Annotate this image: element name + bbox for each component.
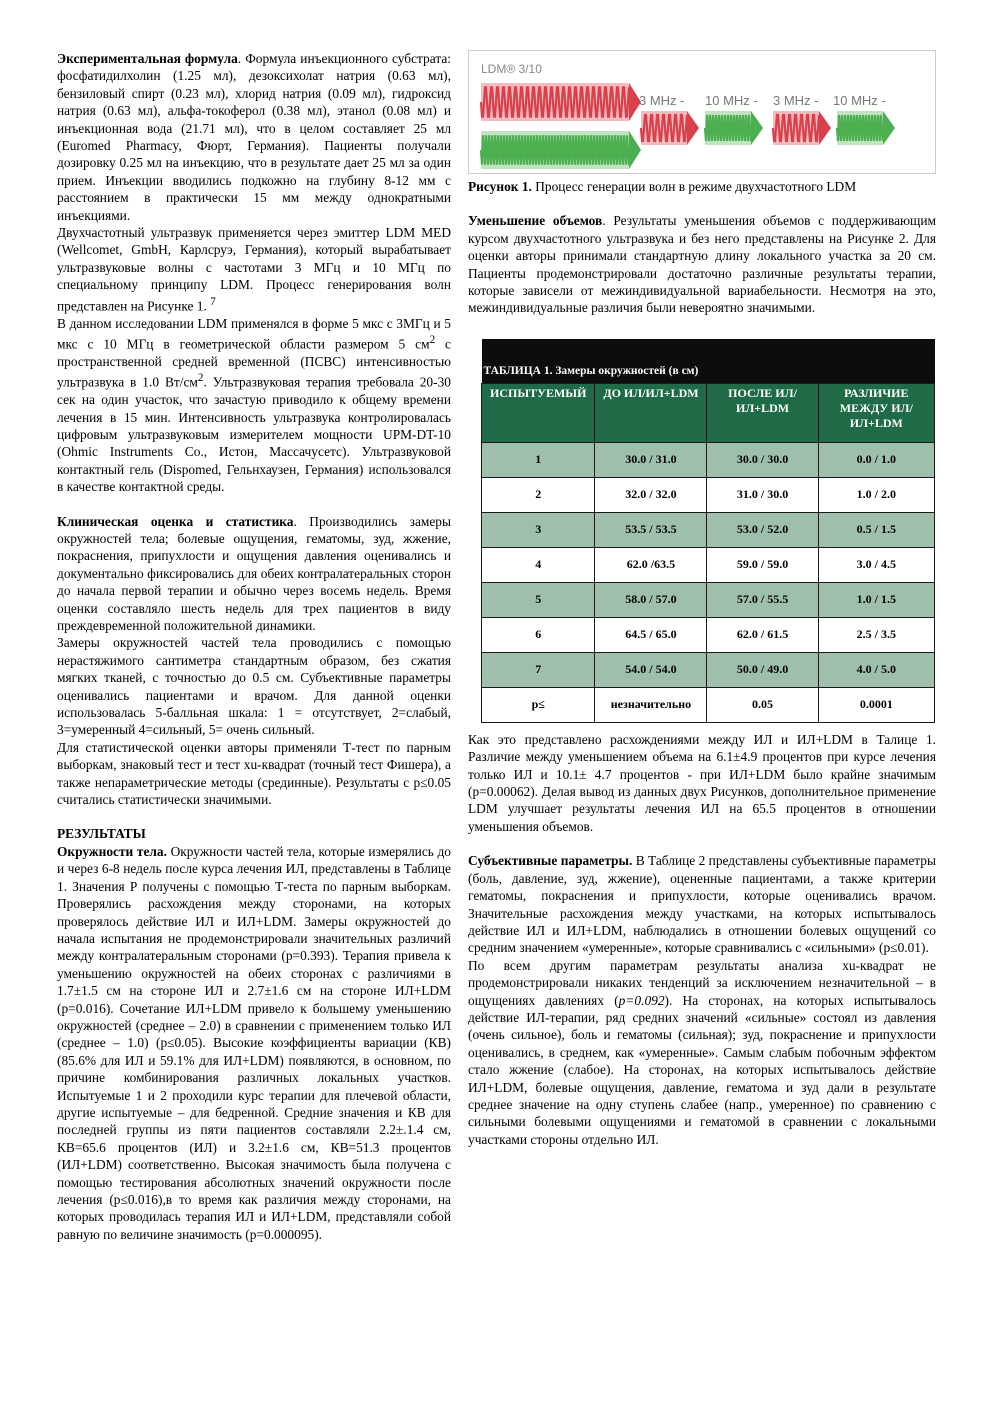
cell-diff: 2.5 / 3.5 — [818, 617, 934, 652]
caption-text: Процесс генерации волн в режиме двухчастотного LDM — [531, 179, 857, 194]
cell-subject: 4 — [482, 547, 595, 582]
header-subject: ИСПЫТУЕМЫЙ — [482, 383, 595, 442]
wave-band-green-2 — [837, 111, 895, 145]
wave-band-red-long — [481, 83, 641, 121]
freq-label-4: 10 MHz - — [833, 93, 886, 108]
table-title-row — [482, 339, 935, 384]
table-circumference — [481, 339, 935, 723]
cell-subject: 1 — [482, 442, 595, 477]
wave-band-green-1 — [705, 111, 763, 145]
figure-ldm-waveform — [468, 50, 936, 174]
cell-p-label: p≤ — [482, 687, 595, 722]
cell-diff: 1.0 / 1.5 — [818, 582, 934, 617]
circumference-text: Окружности частей тела, которые измерялись до и через 6-8 недель после курса лечения ИЛ, представлены в Таблице 1. Значения Р получены с помощью Т-теста по парным выборкам. Проверялись расхождения между сторонами, на которых проверялось действие ИЛ и ИЛ+LDM. Замеры окружностей до начала испытания не продемонстрировали значительных различий между контралатеральным сторонами (p=0.393). Терапия привела к уменьшению окружностей на обеих сторонах с различиями в 1.7±1.5 см на стороне ИЛ и 2.7±1.6 см на стороне ИЛ+LDM (p=0.016). Сочетание ИЛ+LDM привело к большему уменьшению окружностей (среднее – 2.0) в сравнении с применением только ИЛ (среднее – 1.0) (p≤0.05). Высокие коэффициенты вариации (КВ) (85.6% для ИЛ и 59.1% для ИЛ+LDM) появляются, в основном, по причине комбинирования различных локальных участков. Испытуемые 1 и 2 проходили курс терапии для плечевой области, другие испытуемые – для бедренной. Средние значения и КВ для последней группы из пяти пациентов составляли 2.2±.1.4 см, КВ=65.6 процентов (ИЛ) и 3.2±1.6 см, КВ=51.3 процентов (ИЛ+LDM) соответственно. Высокая значимость была получена с помощью тестирования абсолютных значений окружности после лечения (p≤0.016),в то время как различия между сторонами, на которых проводилась терапия ИЛ и ИЛ+LDM, представляли собой равную по величине значимость (p=0.000095). — [57, 843, 451, 1242]
cell-before: 64.5 / 65.0 — [595, 617, 707, 652]
cell-after: 50.0 / 49.0 — [707, 652, 818, 687]
right-column — [468, 50, 936, 1148]
cell-after: 62.0 / 61.5 — [707, 617, 818, 652]
cell-diff: 0.5 / 1.5 — [818, 512, 934, 547]
ldm-params-a: В данном исследовании LDM применялся в форме 5 мкс с 3МГц и 5 мкс с 10 МГц в геометрической области размером 5 см — [57, 315, 451, 352]
cell-subject: 5 — [482, 582, 595, 617]
paragraph-statistics: Для статистической оценки авторы применяли Т-тест по парным выборкам, знаковый тест и тест xu-квадрат (точный тест Фишера), а также непараметрические методы (срединные). Результаты с p≤0.05 считались статистически значимыми. — [57, 739, 451, 808]
ultrasound-text: Двухчастотный ультразвук применяется через эмиттер LDM MED (Wellcomet, GmbH, Карлсруэ, Германия), который вырабатывает ультразвуковые волны с частотами 3 МГц и 10 МГц по специальному принципу LDM. Процесс генерирования волн представлен на Рисунке 1. — [57, 225, 451, 314]
header-after: ПОСЛЕ ИЛ/ИЛ+LDM — [707, 383, 818, 442]
header-before: ДО ИЛ/ИЛ+LDM — [595, 383, 707, 442]
cell-after: 31.0 / 30.0 — [707, 477, 818, 512]
paragraph-formula — [57, 50, 451, 224]
cell-p-diff: 0.0001 — [818, 687, 934, 722]
cell-p-before: незначительно — [595, 687, 707, 722]
ref-sup: 7 — [210, 295, 216, 308]
formula-text: . Формула инъекционного субстрата: фосфатидилхолин (1.25 мл), дезоксихолат натрия (0.63 мл), бензиловый спирт (0.23 мл), хлорид натрия (0.09 мл), гидроксид натрия (0.63 мл), альфа-токоферол (0.38 мл), этанол (0.08 мл) и инъекционная вода (21.71 мл), что в целом составляет 25 мл (Euromed Pharmacy, Фюрт, Германия). Пациенты получали дозировку 0.25 мл на инъекцию, что в результате дает 25 мл за один прием. Инъекции вводились подкожно на глубину 8-12 мм с расстоянием в практически 15 мм между однократными инъекциями. — [57, 51, 451, 223]
table-header-row — [482, 383, 935, 442]
figure-caption — [468, 178, 936, 195]
ldm-params-b: с пространственной средней временной (ПСВС) интенсивностью ультразвука в 1.0 Вт/см — [57, 336, 451, 390]
paragraph-volume — [468, 212, 936, 316]
circumference-title: Окружности тела. — [57, 843, 167, 859]
cell-diff: 1.0 / 2.0 — [818, 477, 934, 512]
waveform-graphic — [469, 51, 935, 173]
wave-band-green-long — [481, 131, 641, 169]
paragraph-clinical — [57, 513, 451, 635]
paragraph-ultrasound — [57, 224, 451, 315]
table-row — [482, 547, 935, 582]
chi-square-p: p=0.092 — [618, 992, 665, 1008]
table-row — [482, 582, 935, 617]
wave-band-red-1 — [641, 111, 699, 145]
formula-title: Экспериментальная формула — [57, 51, 238, 66]
figure-label: LDM® 3/10 — [481, 62, 542, 76]
table-row — [482, 512, 935, 547]
cell-p-after: 0.05 — [707, 687, 818, 722]
cell-before: 53.5 / 53.5 — [595, 512, 707, 547]
paragraph-measurement: Замеры окружностей частей тела проводились с помощью нерастяжимого сантиметра стандартным образом, без сжатия мягких тканей, с точностью до 0.5 см. Субъективные параметры оценивались пациентами и врачом. Для данной оценки использовалась 5-балльная шкала: 1 = отсутствует, 2=слабый, 3=умеренный 4=сильный, 5= очень сильный. — [57, 635, 451, 738]
cell-subject: 3 — [482, 512, 595, 547]
paragraph-subjective — [468, 852, 936, 956]
volume-text: . Результаты уменьшения объемов с поддерживающим курсом двухчастотного ультразвука и без него представлены на Рисунке 2. Для оценки авторы принимали стандартную длину локального участка за 20 см. Пациенты продемонстрировали достаточно различные результаты терапии, которые зависели от межиндивидуальной вариабельности. Несмотря на это, межиндивидуальные различия были невероятно значимыми. — [468, 213, 937, 316]
cell-diff: 3.0 / 4.5 — [818, 547, 934, 582]
cell-before: 62.0 /63.5 — [595, 547, 707, 582]
table-p-row — [482, 687, 935, 722]
table-row — [482, 617, 935, 652]
paragraph-discrepancy: Как это представлено расхождениями между ИЛ и ИЛ+LDM в Талице 1. Различие между уменьшением объема на 6.1±4.9 процентов при курсе лечения только ИЛ и 10.1± 4.7 процентов - при ИЛ+LDM было крайне значимым (p=0.00062). Делая вывод из данных двух Рисунков, дополнительное применение LDM улучшает результаты лечения ИЛ на 65.5 процентов в отношении уменьшения объемов. — [468, 731, 936, 834]
subjective-text: В Таблице 2 представлены субъективные параметры (боль, давление, зуд, жжение), оцененные пациентами, а также критерии гематомы, покраснения и припухлости, которые оценивались врачом. Значительные расхождения между участками, на которых испытывалось действие ИЛ и ИЛ+LDM, наблюдались в отношении болевых ощущений со средним значением «умеренные», которые сравнивались с «сильными» (p≤0.01). — [468, 853, 936, 956]
cell-after: 57.0 / 55.5 — [707, 582, 818, 617]
cell-subject: 6 — [482, 617, 595, 652]
sup-1: 2 — [429, 333, 436, 346]
volume-title: Уменьшение объемов — [468, 213, 603, 229]
freq-label-1: 3 MHz - — [639, 93, 685, 108]
cell-before: 30.0 / 31.0 — [595, 442, 707, 477]
cell-after: 30.0 / 30.0 — [707, 442, 818, 477]
table-title: ТАБЛИЦА 1. Замеры окружностей (в см) — [482, 339, 935, 384]
cell-before: 32.0 / 32.0 — [595, 477, 707, 512]
paragraph-chi-square — [468, 957, 936, 1148]
chi-square-b: ). На сторонах, на которых испытывалось действие ИЛ-терапии, ряд средних значений «сильные» состоял из давления (очень сильное), боль и гематомы (сильная); зуд, покраснение и припухлости оценивались, в среднем, как «умеренные». Самым слабым побочным эффектом стало жжение (слабое). На сторонах, на которых испытывалось действие ИЛ+LDM, болевые ощущения, давление, гематома и зуд дали в результате среднее значение на одну ступень слабее (напр., умеренное) по сравнению с сильными болевыми ощущениями и гематомой в сравнении с локальными участками стороны отдельно ИЛ. — [468, 992, 936, 1147]
ldm-params-c: . Ультразвуковая терапия требовала 20-30 сек на один участок, что зачастую приводило к общему времени лечения в 15 мин. Интенсивность ультразвука контролировалась цифровым ультразвуковым измерителем мощности UPM-DT-10 (Ohmic Instruments Co., Истон, Массачусетс). Ультразвуковой контактный гель (Dispomed, Гельнхаузен, Германия) использовался в качестве контактной среды. — [57, 374, 451, 495]
freq-label-2: 10 MHz - — [705, 93, 758, 108]
clinical-text: . Производились замеры окружностей тела; болевые ощущения, гематомы, зуд, жжение, покраснения, припухлости и ощущения давления оценивались и документально фиксировались для обеих контралатеральных сторон до начала первой терапии и обычно через восемь недель. Время оценки составляло шесть недель для трех пациентов в виду преждевременной положительной динамики. — [57, 513, 451, 633]
table-row — [482, 652, 935, 687]
paragraph-circumference — [57, 843, 451, 1243]
subjective-title: Субъективные параметры. — [468, 853, 633, 869]
cell-after: 59.0 / 59.0 — [707, 547, 818, 582]
cell-subject: 2 — [482, 477, 595, 512]
table-row — [482, 442, 935, 477]
paragraph-ldm-params — [57, 315, 451, 496]
wave-band-red-2 — [773, 111, 831, 145]
sup-2: 2 — [197, 372, 204, 385]
clinical-title: Клиническая оценка и статистика — [57, 513, 294, 529]
caption-title: Рисунок 1. — [468, 179, 532, 194]
cell-before: 54.0 / 54.0 — [595, 652, 707, 687]
cell-before: 58.0 / 57.0 — [595, 582, 707, 617]
chi-square-a: По всем другим параметрам результаты анализа xu-квадрат не продемонстрировали никаких тенденций за исключением незначительной – в ощущениях давлениях ( — [468, 957, 936, 1008]
cell-diff: 0.0 / 1.0 — [818, 442, 934, 477]
results-heading: РЕЗУЛЬТАТЫ — [57, 826, 146, 842]
freq-label-3: 3 MHz - — [773, 93, 819, 108]
cell-diff: 4.0 / 5.0 — [818, 652, 934, 687]
cell-subject: 7 — [482, 652, 595, 687]
cell-after: 53.0 / 52.0 — [707, 512, 818, 547]
table-row — [482, 477, 935, 512]
left-column — [57, 50, 451, 1243]
header-difference: РАЗЛИЧИЕ МЕЖДУ ИЛ/ИЛ+LDM — [818, 383, 934, 442]
